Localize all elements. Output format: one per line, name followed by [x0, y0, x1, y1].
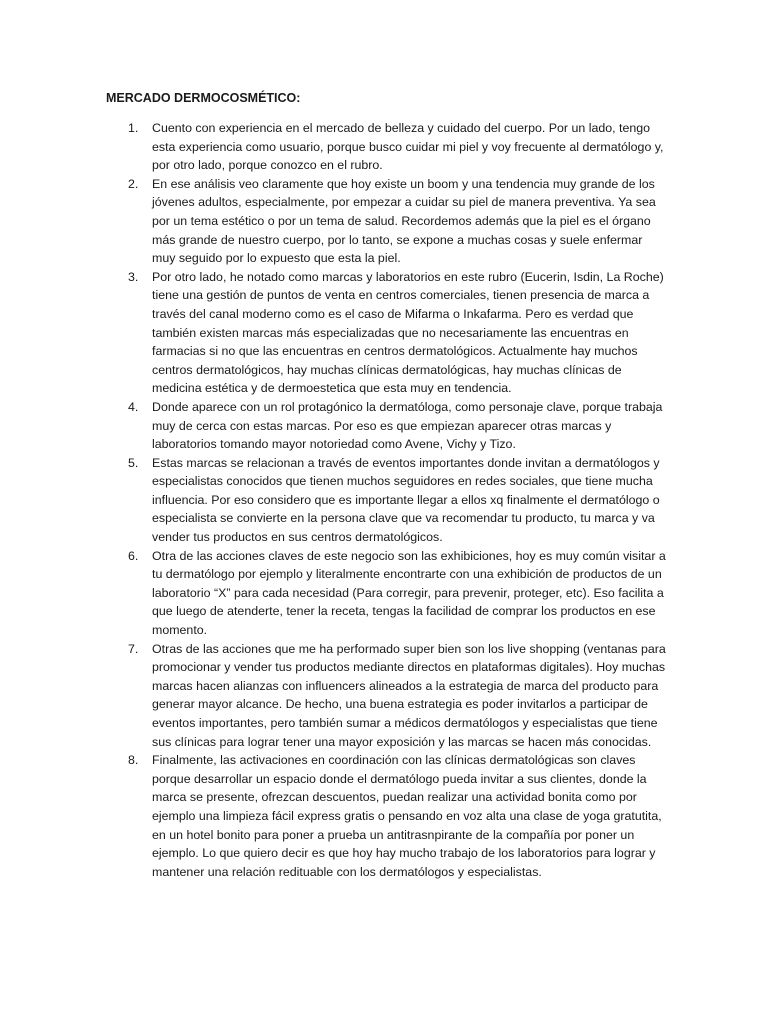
list-item-number: 4.: [128, 399, 139, 414]
list-item-number: 7.: [128, 641, 139, 656]
list-item: [106, 454, 666, 547]
list-item: [106, 398, 666, 454]
list-item-text: Otras de las acciones que me ha performado super bien son los live shopping (ventanas para promocionar y vender tus productos mediante directos en plataformas digitales). Hoy muchas marcas hacen alianzas con influencers alineados a la estrategia de marca del producto para generar mayor alcance. De hecho, una buena estrategia es poder invitarlos a participar de eventos importantes, pero también sumar a médicos dermatólogos y especialistas que tiene sus clínicas para lograr tener una mayor exposición y las marcas se hacen más conocidas.: [152, 641, 666, 749]
list-item-number: 2.: [128, 176, 139, 191]
list-item: [106, 268, 666, 398]
list-item-text: Finalmente, las activaciones en coordinación con las clínicas dermatológicas son claves porque desarrollar un espacio donde el dermatólogo pueda invitar a sus clientes, donde la marca se presente, ofrezcan descuentos, puedan realizar una actividad bonita como por ejemplo una limpieza fácil express gratis o pensando en voz alta una clase de yoga gratutita, en un hotel bonito para poner a prueba un antitrasnpirante de la compañía por poner un ejemplo. Lo que quiero decir es que hoy hay mucho trabajo de los laboratorios para lograr y mantener una relación redituable con los dermatólogos y especialistas.: [152, 753, 662, 879]
list-item-text: Cuento con experiencia en el mercado de belleza y cuidado del cuerpo. Por un lado, tengo esta experiencia como usuario, porque busco cuidar mi piel y voy frecuente al dermatólogo y, por otro lado, porque conozco en el rubro.: [152, 121, 664, 173]
document-title: MERCADO DERMOCOSMÉTICO:: [106, 91, 301, 105]
list-item-number: 3.: [128, 269, 139, 284]
list-item-text: Estas marcas se relacionan a través de eventos importantes donde invitan a dermatólogos y especialistas conocidos que tienen muchos seguidores en redes sociales, que tiene mucha influencia. Por eso considero que es importante llegar a ellos xq finalmente el dermatólogo o especialista se convierte en la persona clave que va recomendar tu producto, tu marca y va vender tus productos en sus centros dermatológicos.: [152, 455, 660, 545]
list-item-text: Otra de las acciones claves de este negocio son las exhibiciones, hoy es muy común visitar a tu dermatólogo por ejemplo y literalmente encontrarte con una exhibición de productos de un laboratorio “X” para cada necesidad (Para corregir, para prevenir, proteger, etc). Eso facilita a que luego de atenderte, tener la receta, tengas la facilidad de comprar los productos en ese momento.: [152, 548, 666, 638]
list-item: [106, 119, 666, 175]
list-item: [106, 751, 666, 881]
numbered-list: [106, 119, 666, 881]
list-item: [106, 640, 666, 752]
list-item: [106, 547, 666, 640]
list-item: [106, 175, 666, 268]
list-item-number: 6.: [128, 548, 139, 563]
list-item-number: 1.: [128, 121, 139, 135]
list-item-text: Donde aparece con un rol protagónico la dermatóloga, como personaje clave, porque trabaja muy de cerca con estas marcas. Por eso es que empiezan aparecer otras marcas y laboratorios tomando mayor notoriedad como Avene, Vichy y Tizo.: [152, 399, 663, 452]
list-item-text: Por otro lado, he notado como marcas y laboratorios en este rubro (Eucerin, Isdin, La Roche) tiene una gestión de puntos de venta en centros comerciales, tienen presencia de marca a través del canal moderno como es el caso de Mifarma o Inkafarma. Pero es verdad que también existen marcas más especializadas que no necesariamente las encuentras en farmacias si no que las encuentras en centros dermatológicos. Actualmente hay muchos centros dermatológicos, hay muchas clínicas dermatológicas, hay muchas clínicas de medicina estética y de dermoestetica que esta muy en tendencia.: [152, 269, 664, 396]
list-item-number: 5.: [128, 455, 139, 470]
list-item-number: 8.: [128, 753, 139, 768]
list-item-text: En ese análisis veo claramente que hoy existe un boom y una tendencia muy grande de los jóvenes adultos, especialmente, por empezar a cuidar su piel de manera preventiva. Ya sea por un tema estético o por un tema de salud. Recordemos además que la piel es el órgano más grande de nuestro cuerpo, por lo tanto, se expone a muchas cosas y suele enfermar muy seguido por lo expuesto que esta la piel.: [152, 176, 656, 266]
